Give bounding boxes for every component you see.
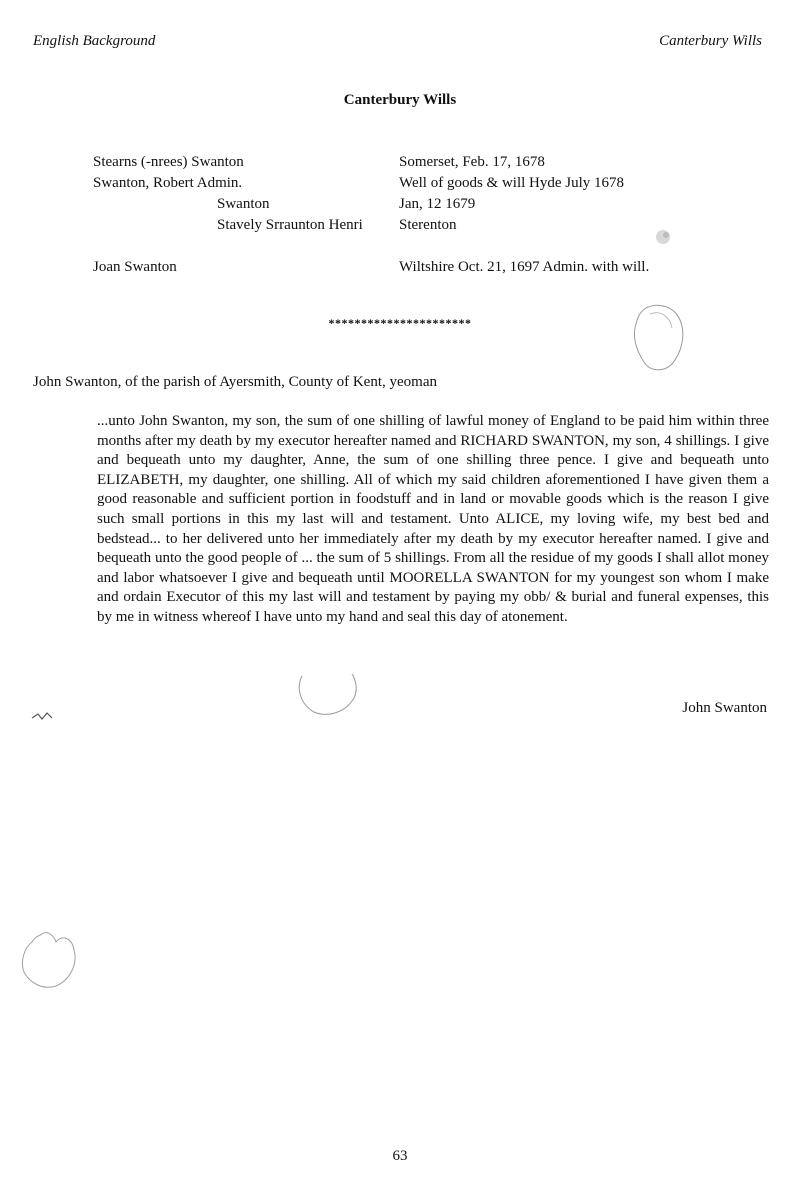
running-header-left: English Background: [33, 33, 156, 49]
section-separator: **********************: [328, 316, 472, 330]
entry-3-detail: Jan, 12 1679: [399, 196, 476, 212]
entry-5-name: Joan Swanton: [93, 259, 177, 275]
entry-5-detail: Wiltshire Oct. 21, 1697 Admin. with will.: [399, 259, 650, 275]
will-body: ...unto John Swanton, my son, the sum of one shilling of lawful money of England to be paid him within three months after my death by my executor hereafter named and RICHARD SWANTON, my son, 4 shillings. I give and bequeath unto my daughter, Anne, the sum of one shilling three pence. I give and bequeath unto ELIZABETH, my daughter, one shilling. All of which my said children aforementioned I have given them a good reasonable and sufficient portion in foodstuff and in land or movable goods which is the reason I give such small portions in this my last will and testament. Unto ALICE, my loving wife, my best bed and bedstead... to her delivered unto her immediately after my death by my executor hereafter named. I give and bequeath unto the good people of ... the sum of 5 shillings. From all the residue of my goods I shall allot money and labor whatsoever I give and bequeath until MOORELLA SWANTON for my youngest son whom I make and ordain Executor of this my last will and testament by paying my obb/ & burial and funeral expenses, this by me in witness whereof I have unto my hand and seal this day of atonement.: [97, 413, 769, 625]
running-header-right: Canterbury Wills: [659, 33, 762, 49]
page-title: Canterbury Wills: [343, 92, 457, 108]
ink-smudge-mark: [648, 226, 678, 248]
paper-stain-mark: [292, 668, 362, 720]
entry-1-detail: Somerset, Feb. 17, 1678: [399, 154, 545, 170]
entry-2-detail: Well of goods & will Hyde July 1678: [399, 175, 625, 191]
page-number: 63: [392, 1148, 408, 1164]
will-intro: John Swanton, of the parish of Ayersmith, County of Kent, yeoman: [33, 374, 437, 390]
signature: John Swanton: [682, 700, 767, 716]
ink-smudge-mark: [30, 710, 56, 724]
entry-3-name: Swanton: [217, 196, 270, 212]
entry-1-name: Stearns (-nrees) Swanton: [93, 154, 244, 170]
entry-2-name: Swanton, Robert Admin.: [93, 175, 243, 191]
paper-stain-mark: [628, 302, 688, 374]
paper-stain-mark: [16, 928, 82, 992]
entry-4-detail: Sterenton: [399, 217, 457, 233]
entry-4-name: Stavely Srraunton Henri: [217, 217, 363, 233]
